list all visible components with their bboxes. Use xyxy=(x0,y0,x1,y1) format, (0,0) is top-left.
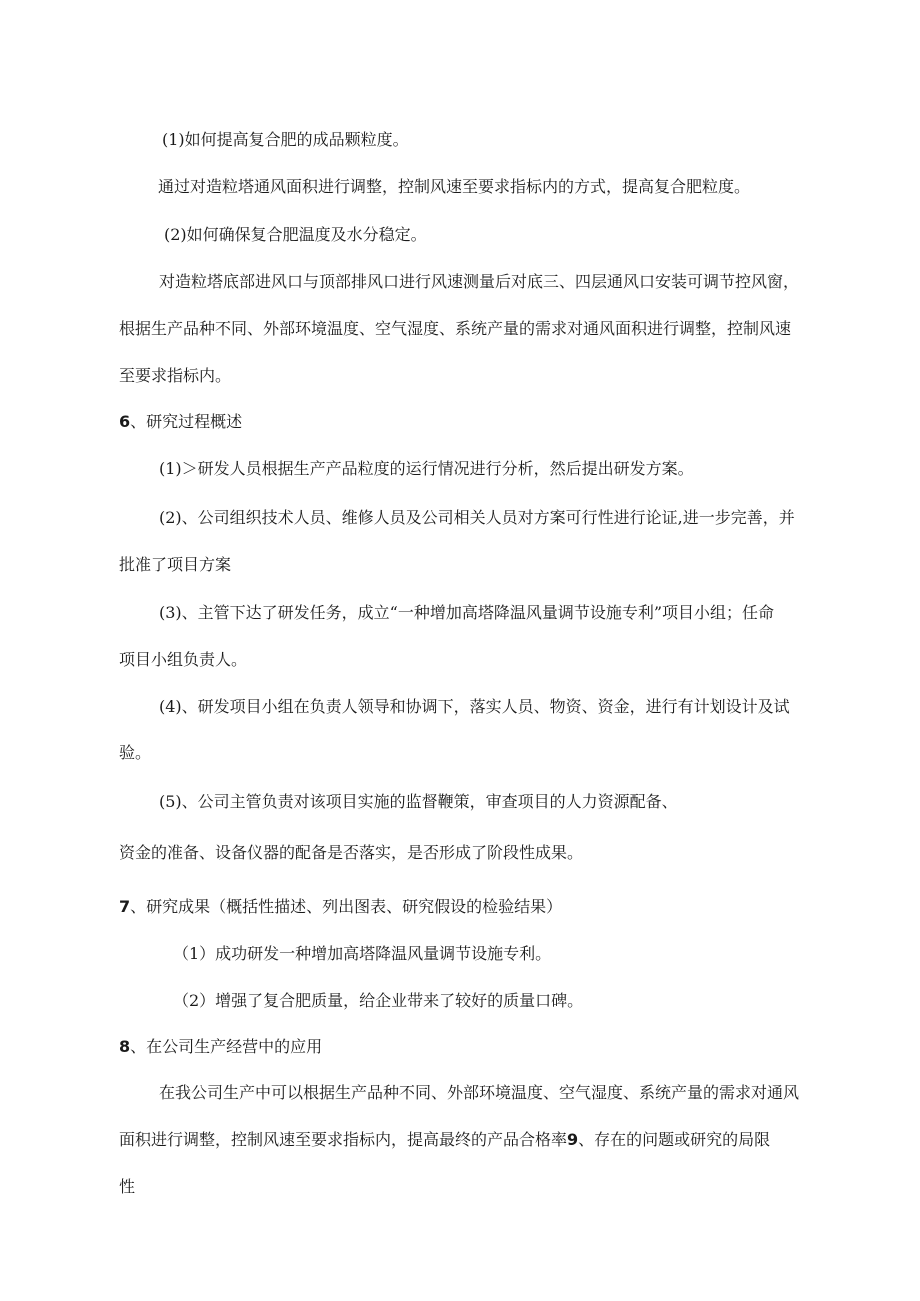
section-title-inline: 、存在的问题或研究的局限 xyxy=(578,1130,771,1149)
paragraph-line xyxy=(119,1130,770,1150)
paragraph-line: (1)＞研发人员根据生产产品粒度的运行情况进行分析，然后提出研发方案。 xyxy=(159,459,694,478)
paragraph-line: （2）增强了复合肥质量，给企业带来了较好的质量口碑。 xyxy=(173,991,584,1010)
section-number: 6 xyxy=(119,412,131,431)
paragraph-line: 对造粒塔底部进风口与顶部排风口进行风速测量后对底三、四层通风口安装可调节控风窗， xyxy=(159,272,800,291)
paragraph-line: 通过对造粒塔通风面积进行调整，控制风速至要求指标内的方式，提高复合肥粒度。 xyxy=(158,177,751,196)
section-title: 、研究过程概述 xyxy=(130,412,243,431)
section-number-inline: 9 xyxy=(567,1130,579,1149)
paragraph-line: 至要求指标内。 xyxy=(119,366,232,385)
paragraph-line: (5)、公司主管负责对该项目实施的监督鞭策，审查项目的人力资源配备、 xyxy=(159,792,678,811)
paragraph-line: （1）成功研发一种增加高塔降温风量调节设施专利。 xyxy=(173,944,552,963)
paragraph-line: (1)如何提高复合肥的成品颗粒度。 xyxy=(162,130,409,149)
paragraph-line: (2)如何确保复合肥温度及水分稳定。 xyxy=(164,225,427,244)
paragraph-line: 根据生产品种不同、外部环境温度、空气湿度、系统产量的需求对通风面积进行调整，控制风速 xyxy=(119,319,792,338)
paragraph-line: (3)、主管下达了研发任务，成立“一种增加高塔降温风量调节设施专利”项目小组；任命 xyxy=(159,603,775,622)
section-title: 、研究成果（概括性描述、列出图表、研究假设的检验结果） xyxy=(130,897,563,916)
section-title: 、在公司生产经营中的应用 xyxy=(130,1037,323,1056)
paragraph-line: 验。 xyxy=(119,743,152,762)
paragraph-text: 面积进行调整，控制风速至要求指标内，提高最终的产品合格率 xyxy=(119,1130,568,1149)
paragraph-line: 项目小组负责人。 xyxy=(119,650,248,669)
section-heading-8 xyxy=(119,1037,322,1057)
section-heading-7 xyxy=(119,897,562,917)
paragraph-line: 批准了项目方案 xyxy=(119,555,232,574)
paragraph-line: (2)、公司组织技术人员、维修人员及公司相关人员对方案可行性进行论证,进一步完善，并 xyxy=(159,508,795,527)
paragraph-line: (4)、研发项目小组在负责人领导和协调下，落实人员、物资、资金，进行有计划设计及试 xyxy=(159,697,790,716)
section-number: 7 xyxy=(119,897,131,916)
paragraph-line: 性 xyxy=(119,1177,136,1196)
paragraph-line: 在我公司生产中可以根据生产品种不同、外部环境温度、空气湿度、系统产量的需求对通风 xyxy=(159,1083,800,1102)
paragraph-line: 资金的准备、设备仪器的配备是否落实，是否形成了阶段性成果。 xyxy=(119,843,584,862)
section-heading-6 xyxy=(119,412,242,432)
section-number: 8 xyxy=(119,1037,131,1056)
